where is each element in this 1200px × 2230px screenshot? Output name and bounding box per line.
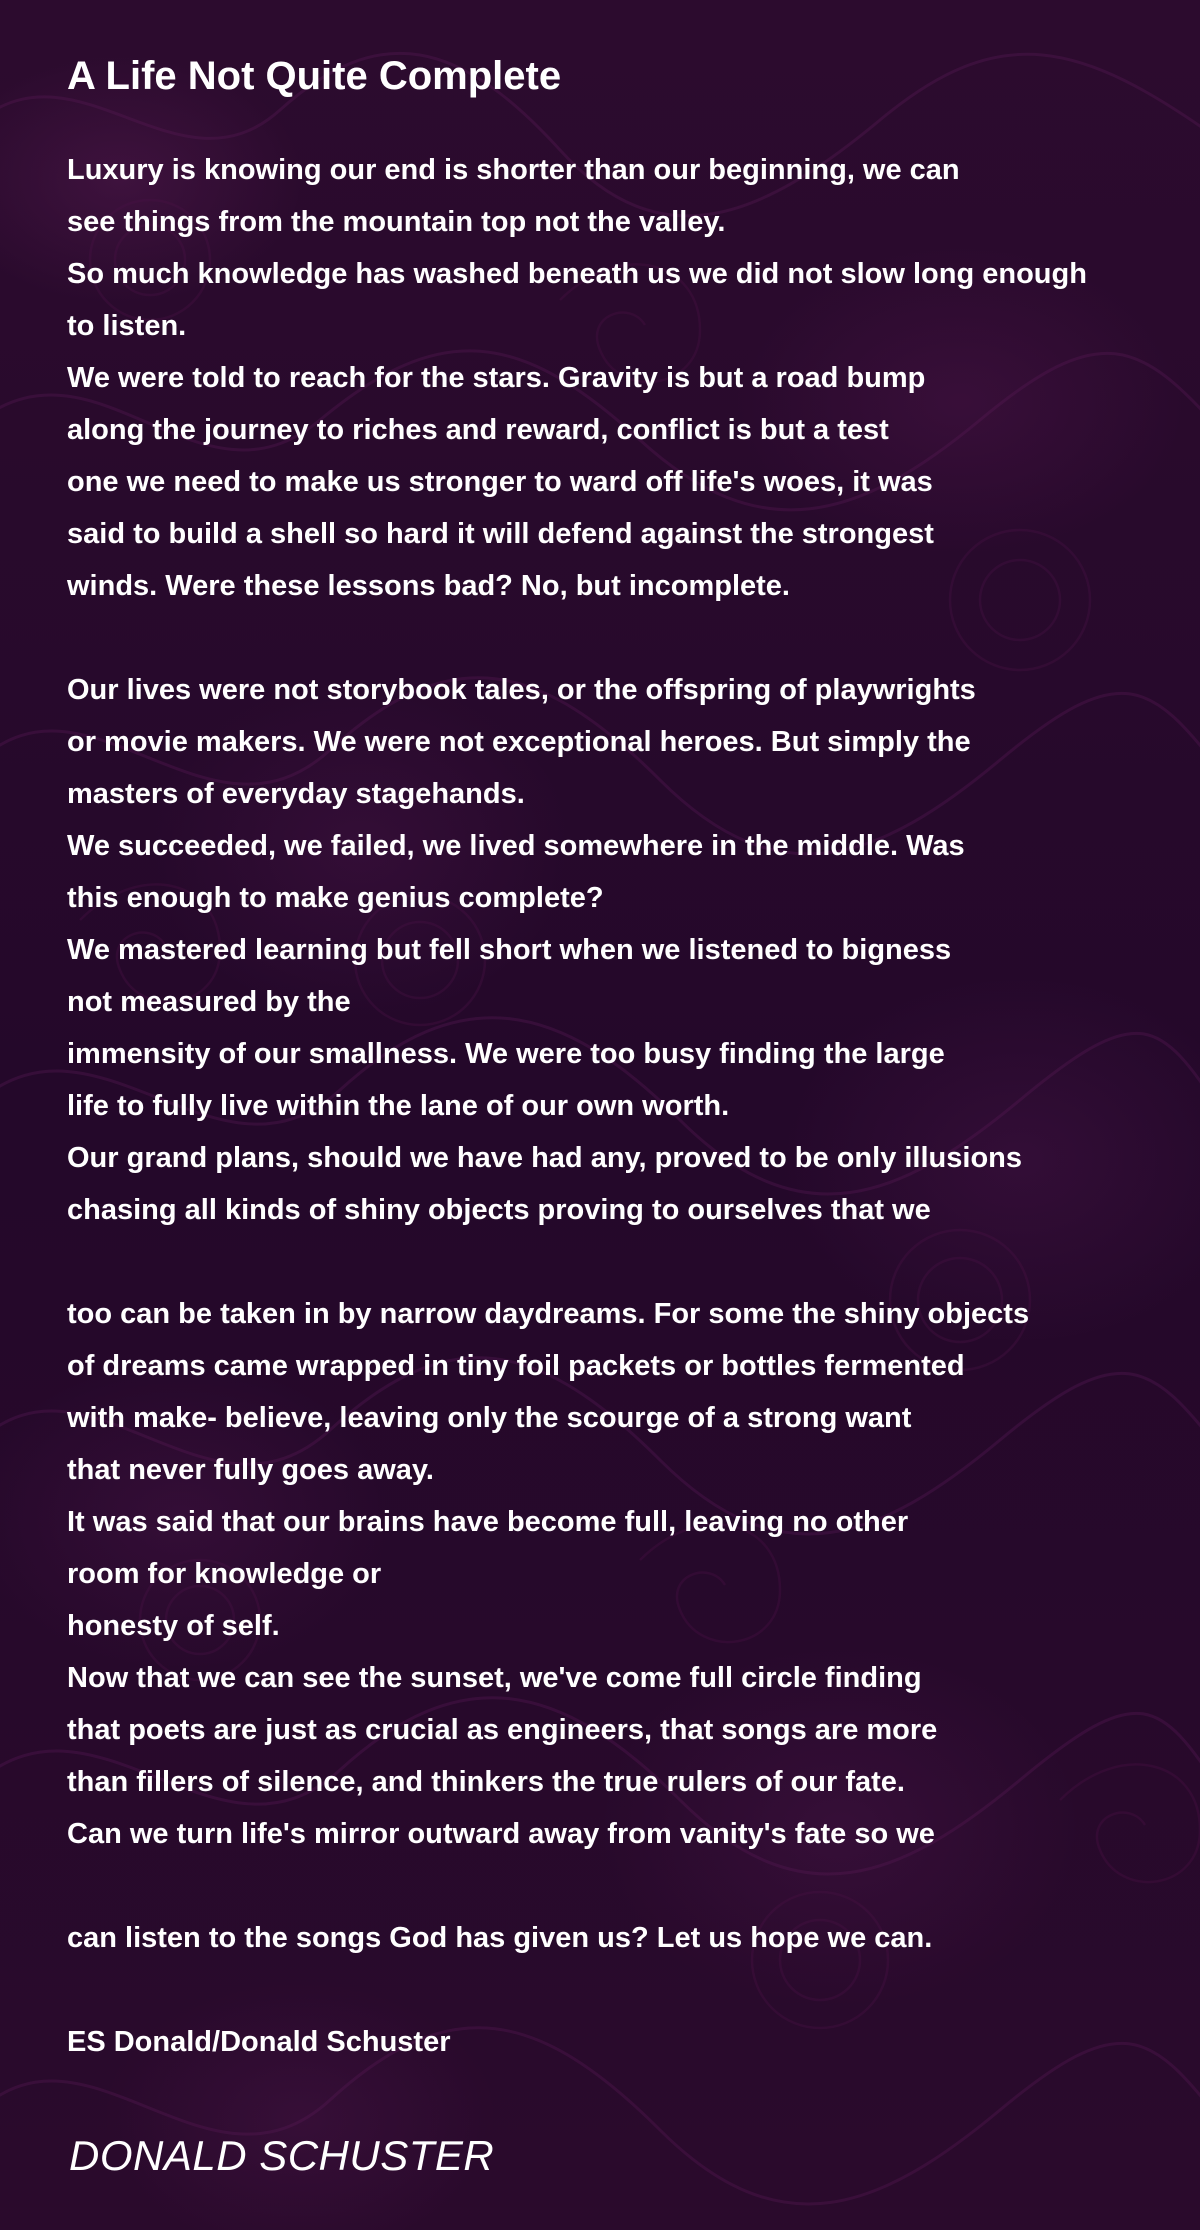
poem-line: to listen.	[67, 310, 187, 342]
stanza-break	[67, 1236, 1187, 1288]
poem-line: immensity of our smallness. We were too busy finding the large	[67, 1038, 945, 1070]
stanza-break	[67, 1860, 1187, 1912]
poem-line: We mastered learning but fell short when we listened to bigness	[67, 934, 952, 966]
poem-line: see things from the mountain top not the valley.	[67, 206, 726, 238]
poem-line: We succeeded, we failed, we lived somewhere in the middle. Was	[67, 830, 965, 862]
poem-line: Luxury is knowing our end is shorter than our beginning, we can	[67, 154, 960, 186]
poem-body	[67, 144, 1187, 2068]
poem-line: Our lives were not storybook tales, or the offspring of playwrights	[67, 674, 976, 706]
poem-line: winds. Were these lessons bad? No, but incomplete.	[67, 570, 790, 602]
poem-line: life to fully live within the lane of our own worth.	[67, 1090, 730, 1122]
poem-line: Now that we can see the sunset, we've come full circle finding	[67, 1662, 922, 1694]
poem-line: chasing all kinds of shiny objects proving to ourselves that we	[67, 1194, 931, 1226]
stanza-break	[67, 612, 1187, 664]
poem-line: than fillers of silence, and thinkers the true rulers of our fate.	[67, 1766, 905, 1798]
poem-title: A Life Not Quite Complete	[67, 54, 562, 98]
poem-line: one we need to make us stronger to ward off life's woes, it was	[67, 466, 933, 498]
poem-line: can listen to the songs God has given us? Let us hope we can.	[67, 1922, 933, 1954]
author-signature: DONALD SCHUSTER	[69, 2132, 495, 2179]
poem-line: said to build a shell so hard it will defend against the strongest	[67, 518, 934, 550]
poem-line: Can we turn life's mirror outward away from vanity's fate so we	[67, 1818, 935, 1850]
poem-line: It was said that our brains have become full, leaving no other	[67, 1506, 909, 1538]
poem-container	[67, 50, 1187, 2068]
poem-line: masters of everyday stagehands.	[67, 778, 525, 810]
poem-line: or movie makers. We were not exceptional heroes. But simply the	[67, 726, 971, 758]
poem-line: along the journey to riches and reward, conflict is but a test	[67, 414, 889, 446]
poem-line: room for knowledge or	[67, 1558, 382, 1590]
poem-line: too can be taken in by narrow daydreams. For some the shiny objects	[67, 1298, 1030, 1330]
poem-line: ES Donald/Donald Schuster	[67, 2026, 451, 2058]
poem-line: Our grand plans, should we have had any, proved to be only illusions	[67, 1142, 1023, 1174]
poem-line: of dreams came wrapped in tiny foil packets or bottles fermented	[67, 1350, 965, 1382]
poem-line: this enough to make genius complete?	[67, 882, 604, 914]
poem-line: that poets are just as crucial as engineers, that songs are more	[67, 1714, 938, 1746]
poem-line: So much knowledge has washed beneath us we did not slow long enough	[67, 258, 1087, 290]
poem-line: We were told to reach for the stars. Gravity is but a road bump	[67, 362, 926, 394]
poem-line: honesty of self.	[67, 1610, 280, 1642]
poem-line: that never fully goes away.	[67, 1454, 434, 1486]
poem-line: not measured by the	[67, 986, 351, 1018]
stanza-break	[67, 1964, 1187, 2016]
poem-line: with make- believe, leaving only the scourge of a strong want	[67, 1402, 912, 1434]
